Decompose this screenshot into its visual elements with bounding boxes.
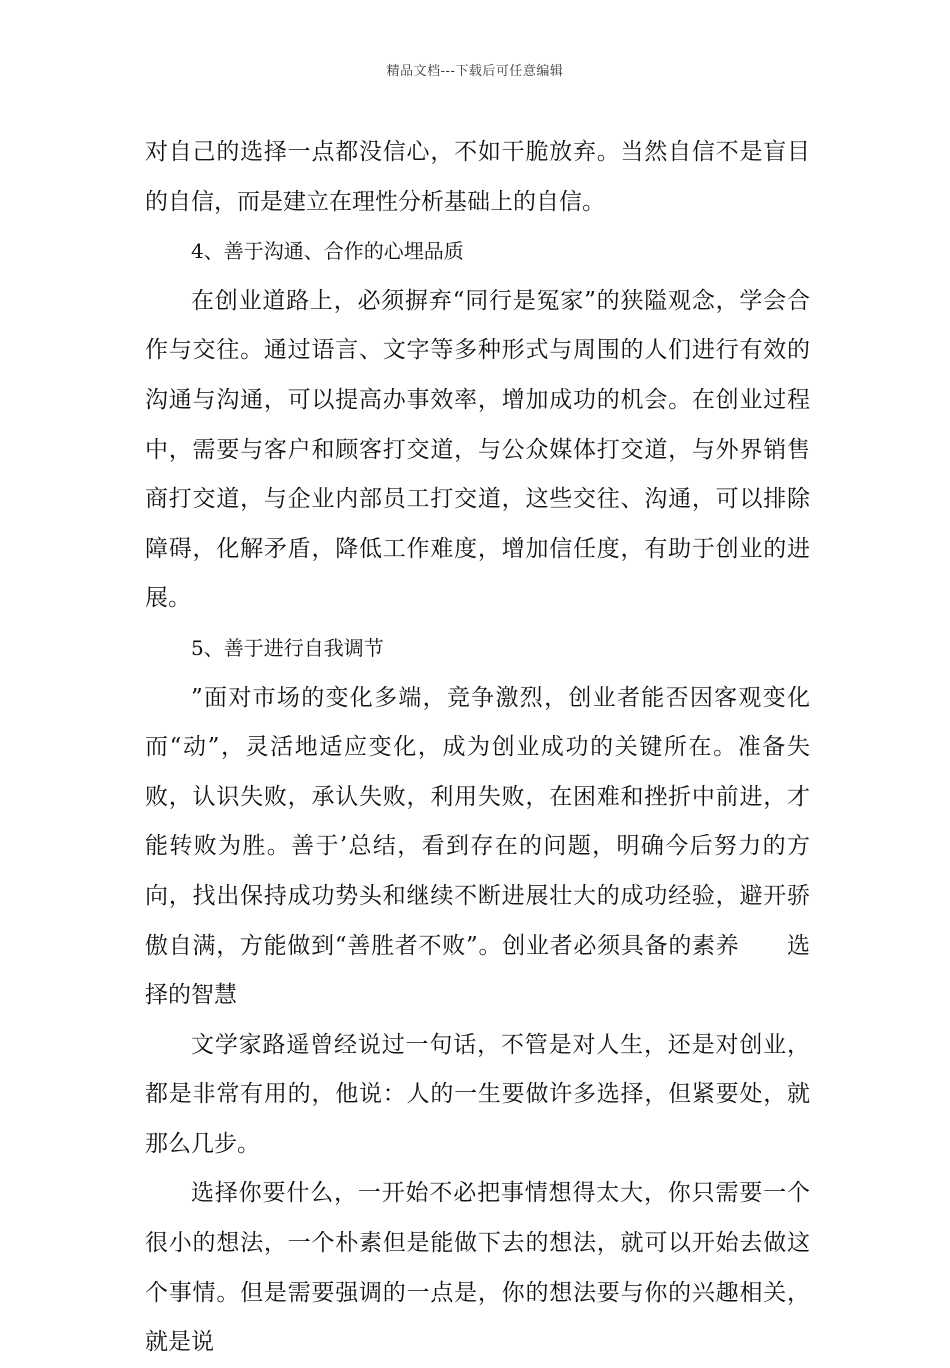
document-body bbox=[145, 128, 810, 1368]
paragraph-communication: 在创业道路上，必须摒弃“同行是冤家”的狭隘观念，学会合作与交往。通过语言、文字等多种形式与周围的人们进行有效的沟通与沟通，可以提高办事效率，增加成功的机会。在创业过程中，需要与客户和顾客打交道，与公众媒体打交道，与外界销售商打交道，与企业内部员工打交道，这些交往、沟通，可以排除障碍，化解矛盾，降低工作难度，增加信任度，有助于创业的进展。 bbox=[145, 287, 810, 612]
page-header: 精品文档---下载后可任意编辑 bbox=[386, 64, 564, 79]
section-heading-5: 5、善于进行自我调节 bbox=[191, 635, 384, 660]
section-heading-4: 4、善于沟通、合作的心埋品质 bbox=[191, 239, 464, 264]
paragraph-self-adjustment: ”面对市场的变化多端，竞争激烈，创业者能否因客观变化而“动”，灵活地适应变化，成为创业成功的关键所在。准备失败，认识失败，承认失败，利用失败，在困难和挫折中前进，才能转败为胜。善于’总结，看到存在的问题，明确今后努力的方向，找出保持成功势头和继续不断进展壮大的成功经验，避开骄傲自满，方能做到“善胜者不败”。创业者必须具备的素养 选择的智慧 bbox=[145, 684, 810, 1009]
paragraph-lu-yao-quote: 文学家路遥曾经说过一句话，不管是对人生，还是对创业，都是非常有用的，他说：人的一生要做许多选择，但紧要处，就那么几步。 bbox=[145, 1031, 810, 1157]
paragraph-choose-what-you-want: 选择你要什么，一开始不必把事情想得太大，你只需要一个很小的想法，一个朴素但是能做下去的想法，就可以开始去做这个事情。但是需要强调的一点是，你的想法要与你的兴趣相关，就是说 bbox=[145, 1180, 810, 1356]
paragraph-continuation: 对自己的选择一点都没信心，不如干脆放弃。当然自信不是盲目的自信，而是建立在理性分析基础上的自信。 bbox=[145, 139, 810, 215]
